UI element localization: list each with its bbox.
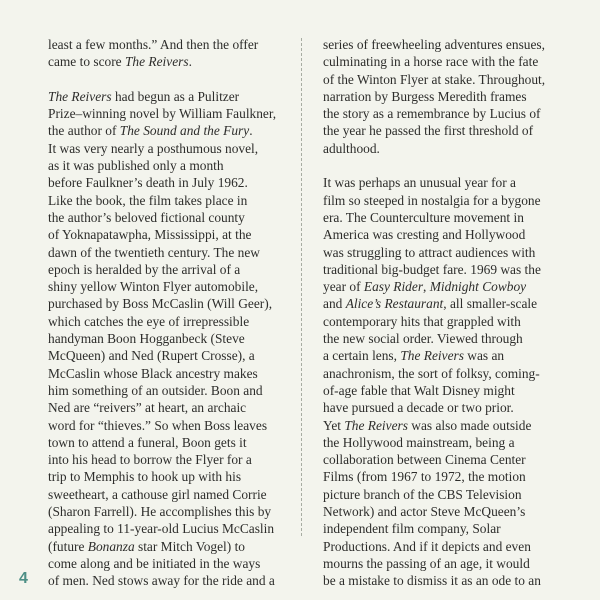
text-span: the Hollywood mainstream, being a: [323, 434, 515, 450]
text-span: was also made outside: [407, 417, 532, 433]
text-line: [48, 451, 298, 468]
text-span: appealing to 11-year-old Lucius McCaslin: [48, 521, 275, 537]
text-span: as it was published only a month: [48, 158, 224, 174]
text-line: [323, 209, 573, 226]
text-line: [48, 313, 298, 330]
text-span: was an: [463, 348, 505, 364]
paragraph-gap: [323, 157, 573, 174]
text-span: him something of an outsider. Boon and: [48, 382, 263, 398]
text-span: purchased by Boss McCaslin (Will Geer),: [48, 296, 273, 312]
text-span: , all smaller-scale: [443, 296, 538, 312]
text-span: before Faulkner’s death in July 1962.: [48, 175, 248, 191]
text-span: era. The Counterculture movement in: [323, 209, 524, 225]
text-line: [323, 313, 573, 330]
text-span: town to attend a funeral, Boon gets it: [48, 434, 247, 450]
text-span: series of freewheeling adventures ensues,: [323, 37, 545, 52]
text-line: [323, 122, 573, 139]
text-span: of the Winton Flyer at stake. Throughout,: [323, 71, 546, 87]
text-line: [48, 347, 298, 364]
text-line: [48, 555, 298, 572]
text-line: [48, 382, 298, 399]
text-line: [323, 88, 573, 105]
text-line: [323, 105, 573, 122]
text-span: the author’s beloved fictional county: [48, 209, 245, 225]
text-span: least a few months.” And then the offer: [48, 37, 259, 52]
text-line: [48, 295, 298, 312]
italic-title: Midnight Cowboy: [429, 279, 527, 295]
text-line: [48, 53, 298, 70]
text-line: [48, 36, 298, 53]
text-line: [323, 278, 573, 295]
text-span: (future: [48, 538, 88, 554]
text-span: sweetheart, a cathouse girl named Corrie: [48, 486, 267, 502]
text-span: of Yoknapatawpha, Mississippi, at the: [48, 227, 252, 243]
text-line: [48, 434, 298, 451]
text-line: [323, 520, 573, 537]
text-line: [323, 295, 573, 312]
text-line: [48, 261, 298, 278]
text-span: handyman Boon Hogganbeck (Steve: [48, 331, 245, 347]
text-span: trip to Memphis to hook up with his: [48, 469, 242, 485]
text-line: [323, 71, 573, 88]
text-line: [48, 572, 298, 589]
italic-title: The Reivers: [48, 88, 112, 104]
text-span: which catches the eye of irrepressible: [48, 313, 250, 329]
text-line: [323, 434, 573, 451]
text-span: It was very nearly a posthumous novel,: [48, 140, 259, 156]
text-line: [48, 174, 298, 191]
text-span: a certain lens,: [323, 348, 401, 364]
italic-title: The Reivers: [400, 348, 464, 364]
text-span: the story as a remembrance by Lucius of: [323, 106, 541, 122]
text-line: [323, 555, 573, 572]
italic-title: The Sound and the Fury: [119, 123, 250, 139]
text-span: .: [249, 123, 253, 139]
text-line: [323, 572, 573, 589]
text-line: [323, 53, 573, 70]
text-span: and: [323, 296, 346, 312]
text-span: the year he passed the first threshold of: [323, 123, 534, 139]
text-span: have pursued a decade or two prior.: [323, 400, 514, 416]
text-line: [323, 244, 573, 261]
text-line: [323, 36, 573, 53]
text-line: [48, 88, 298, 105]
text-span: anachronism, the sort of folksy, coming-: [323, 365, 540, 381]
italic-title: Bonanza: [87, 538, 135, 554]
text-line: [48, 486, 298, 503]
text-span: collaboration between Cinema Center: [323, 452, 526, 468]
text-line: [48, 244, 298, 261]
text-span: Productions. And if it depicts and even: [323, 538, 531, 554]
text-span: contemporary hits that grappled with: [323, 313, 521, 329]
text-line: [48, 105, 298, 122]
text-line: [323, 330, 573, 347]
text-span: .: [188, 54, 192, 70]
text-line: [323, 468, 573, 485]
text-line: [48, 520, 298, 537]
text-line: [323, 365, 573, 382]
text-span: (Sharon Farrell). He accomplishes this by: [48, 504, 272, 520]
text-line: [323, 417, 573, 434]
text-span: Yet: [323, 417, 345, 433]
text-span: adulthood.: [323, 140, 380, 156]
text-span: McQueen) and Ned (Rupert Crosse), a: [48, 348, 255, 364]
text-span: America was cresting and Hollywood: [323, 227, 526, 243]
text-line: [48, 399, 298, 416]
text-span: into his head to borrow the Flyer for a: [48, 452, 252, 468]
text-line: [48, 468, 298, 485]
text-span: year of: [323, 279, 364, 295]
italic-title: The Reivers: [124, 54, 189, 70]
text-line: [323, 140, 573, 157]
text-line: [323, 261, 573, 278]
text-line: [48, 226, 298, 243]
text-span: of men. Ned stows away for the ride and a: [48, 573, 275, 589]
text-span: Network) and actor Steve McQueen’s: [323, 504, 526, 520]
text-span: come along and be initiated in the ways: [48, 555, 261, 571]
paragraph-gap: [48, 71, 298, 88]
text-line: [323, 347, 573, 364]
text-line: [48, 503, 298, 520]
text-line: [323, 226, 573, 243]
text-span: dawn of the twentieth century. The new: [48, 244, 260, 260]
italic-title: Easy Rider: [363, 279, 424, 295]
text-line: [323, 486, 573, 503]
text-span: ,: [423, 279, 430, 295]
text-line: [48, 157, 298, 174]
text-span: had begun as a Pulitzer: [111, 88, 240, 104]
text-line: [323, 399, 573, 416]
left-text-column: [48, 36, 298, 590]
text-span: traditional big-budget fare. 1969 was the: [323, 261, 541, 277]
text-line: [48, 330, 298, 347]
text-line: [323, 451, 573, 468]
text-span: came to score: [48, 54, 125, 70]
page-number: 4: [19, 570, 28, 587]
text-span: It was perhaps an unusual year for a: [323, 175, 516, 191]
text-line: [48, 140, 298, 157]
column-divider: [301, 38, 302, 536]
text-line: [48, 417, 298, 434]
text-line: [323, 503, 573, 520]
right-text-column: [323, 36, 573, 590]
text-span: the new social order. Viewed through: [323, 331, 523, 347]
text-line: [48, 122, 298, 139]
text-line: [48, 192, 298, 209]
text-line: [48, 365, 298, 382]
text-span: Ned are “reivers” at heart, an archaic: [48, 400, 247, 416]
text-span: was struggling to attract audiences with: [323, 244, 536, 260]
text-line: [48, 278, 298, 295]
text-span: be a mistake to dismiss it as an ode to an: [323, 573, 541, 589]
text-line: [323, 538, 573, 555]
text-span: Films (from 1967 to 1972, the motion: [323, 469, 526, 485]
text-span: star Mitch Vogel) to: [134, 538, 245, 554]
text-span: McCaslin whose Black ancestry makes: [48, 365, 258, 381]
text-span: independent film company, Solar: [323, 521, 501, 537]
text-span: epoch is heralded by the arrival of a: [48, 261, 241, 277]
text-span: shiny yellow Winton Flyer automobile,: [48, 279, 259, 295]
text-span: mourns the passing of an age, it would: [323, 555, 530, 571]
text-span: picture branch of the CBS Television: [323, 486, 522, 502]
text-span: narration by Burgess Meredith frames: [323, 88, 527, 104]
text-span: of-age fable that Walt Disney might: [323, 382, 515, 398]
italic-title: Alice’s Restaurant: [345, 296, 444, 312]
text-span: word for “thieves.” So when Boss leaves: [48, 417, 268, 433]
text-line: [323, 382, 573, 399]
text-line: [323, 192, 573, 209]
text-line: [48, 209, 298, 226]
text-line: [48, 538, 298, 555]
italic-title: The Reivers: [344, 417, 408, 433]
text-span: film so steeped in nostalgia for a bygone: [323, 192, 541, 208]
text-span: culminating in a horse race with the fate: [323, 54, 539, 70]
text-span: Like the book, the film takes place in: [48, 192, 248, 208]
text-span: Prize–winning novel by William Faulkner,: [48, 106, 277, 122]
text-line: [323, 174, 573, 191]
text-span: the author of: [48, 123, 120, 139]
